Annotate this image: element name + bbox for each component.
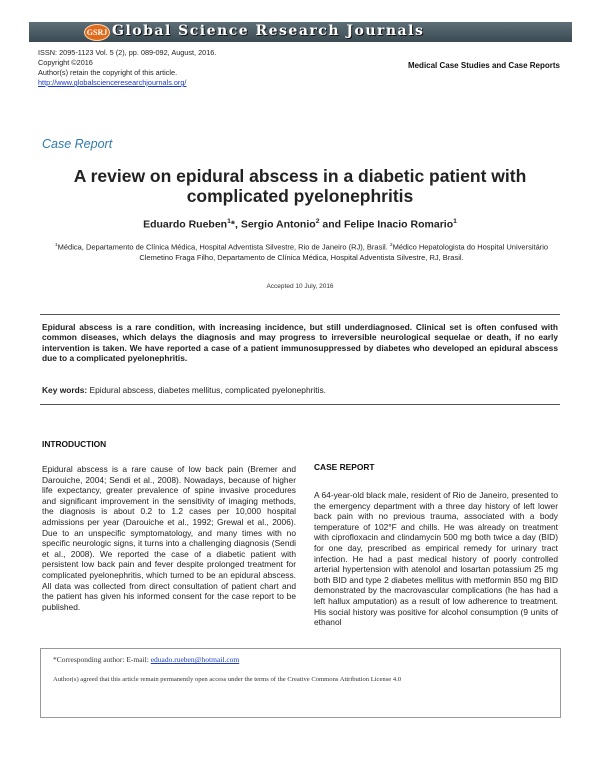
article-type: Case Report	[42, 137, 113, 151]
abstract-text: Epidural abscess is a rare condition, with increasing incidence, but still underdiagnosed. Clinical set is often confused with common diseases, which delays the diagnosis and may progress to irreversible neurological sequelae or death, if no early intervention is taken. We have reported a case of a patient immunosuppressed by diabetes who developed an epidural abscess due to a complicated pyelonephritis.	[42, 322, 558, 364]
author-name: Sergio Antonio	[240, 218, 316, 231]
author-name: Felipe Inacio Romario	[344, 218, 454, 231]
case-report-heading: CASE REPORT	[314, 462, 375, 472]
introduction-heading: INTRODUCTION	[42, 439, 107, 449]
affiliation-2: Médico Hepatologista do Hospital Universitário Clemetino Fraga Filho, Departamento de Clínica Médica, Hospital Adventista Silvestre, RJ, Brasil.	[139, 242, 549, 262]
keywords	[42, 385, 558, 395]
corresponding-mark: *	[230, 218, 235, 231]
author-list	[40, 218, 560, 231]
corresponding-author-note	[53, 655, 239, 664]
journal-name: Medical Case Studies and Case Reports	[407, 61, 560, 70]
publication-meta	[38, 48, 216, 88]
accepted-date: Accepted 10 July, 2016	[266, 283, 334, 290]
copyright-line: Copyright ©2016	[38, 58, 93, 67]
affiliation-mark: 2	[389, 243, 393, 248]
affiliation-1: Médica, Departamento de Clínica Médica, Hospital Adventista Silvestre, Rio de Janeiro (RJ), Brasil.	[57, 242, 388, 252]
introduction-text: Epidural abscess is a rare cause of low back pain (Bremer and Darouiche, 2004; Sendi et al., 2008). Nowadays, because of higher life expectancy, greater prevalence of spine invasive procedures and significant improvement in the sensitivity of imaging methods, the diagnosis is about 0.2 to 1.2 cases per 10,000 hospital admissions per year (Darouiche et al., 1992; Grewal et al., 2006). Due to an unspecific symptomatology, and many times with no specific neurologic signs, it turns into a challenging diagnosis (Sendi et al., 2008). We reported the case of a diabetic patient with persistent low back pain and fever despite prolonged treatment for complicated pyelonephritis, which turned to be an epidural abscess. All data was collected from direct consultation of patient chart and the patient has given his informed consent for the case report to be published.	[42, 464, 296, 612]
license-note: Author(s) agreed that this article remain permanently open access under the terms of the Creative Commons Attribution License 4.0	[53, 676, 402, 683]
banner-title: Global Science Research Journals	[112, 23, 425, 39]
corresponding-label: *Corresponding author: E-mail:	[53, 655, 149, 664]
abstract-top-rule	[40, 314, 560, 315]
author-separator: and	[319, 218, 344, 231]
journal-url-link[interactable]: http://www.globalscienceresearchjournals.org/	[38, 78, 187, 87]
author-affiliation-mark: 2	[315, 218, 320, 225]
issn-line: ISSN: 2095-1123 Vol. 5 (2), pp. 089-092, August, 2016.	[38, 48, 217, 57]
keywords-label: Key words:	[42, 385, 88, 395]
affiliations	[44, 241, 559, 263]
author-separator: ,	[234, 218, 241, 231]
author-affiliation-mark: 1	[227, 218, 231, 225]
rights-line: Author(s) retain the copyright of this article.	[38, 68, 178, 77]
author-name: Eduardo Rueben	[143, 218, 228, 231]
article-title: A review on epidural abscess in a diabetic patient with complicated pyelonephritis	[73, 166, 527, 206]
case-report-text: A 64-year-old black male, resident of Rio de Janeiro, presented to the emergency department with a three day history of left lower back pain with no previous trauma, associated with a body temperature of 102°F and chills. He was already on treatment with ciprofloxacin and clindamycin 500 mg both twice a day (BID) for one day, prescribed as empirical remedy for urinary tract infection. He had a past medical history of poorly controlled arterial hypertension with atenolol and losartan potassium 25 mg both BID and type 2 diabetes mellitus with metformin 850 mg BID demonstrated by the macrovascular complications (he has had a left hallux amputation) as a result of low adherence to treatment. His social history was positive for alcohol consumption (9 units of ethanol	[314, 490, 558, 628]
affiliation-mark: 1	[54, 243, 58, 248]
abstract-bottom-rule	[40, 404, 560, 405]
journal-logo: GSRJ	[84, 24, 110, 41]
author-affiliation-mark: 1	[453, 218, 457, 225]
keywords-text: Epidural abscess, diabetes mellitus, complicated pyelonephritis.	[89, 385, 326, 395]
email-link[interactable]: eduado.rueben@hotmail.com	[150, 655, 240, 664]
